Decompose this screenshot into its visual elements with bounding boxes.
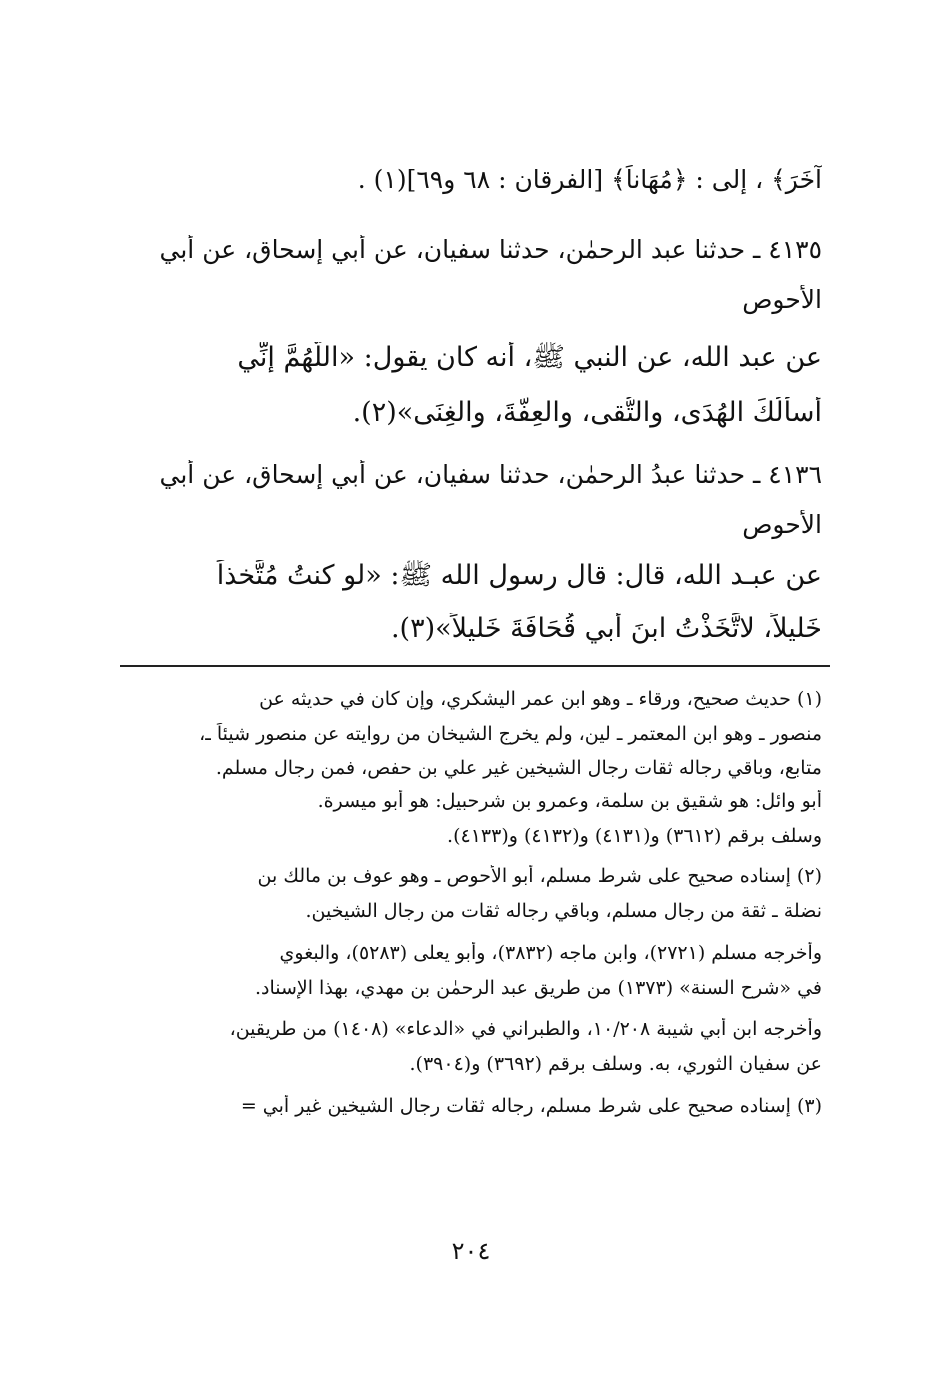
footnote-line: (٣) إسناده صحيح على شرط مسلم، رجاله ثقات رجال الشيخين غير أبي = bbox=[240, 1095, 822, 1117]
footnote-line: نضلة ـ ثقة من رجال مسلم، وباقي رجاله ثقات من رجال الشيخين. bbox=[305, 900, 822, 922]
footnote-line: وأخرجه مسلم (٢٧٢١)، وابن ماجه (٣٨٣٢)، وأبو يعلى (٥٢٨٣)، والبغوي bbox=[279, 942, 822, 964]
hadith-4136-matn-line-1: عن عبـد الله، قال: قال رسول الله ﷺ: «لو كنتُ مُتَّخذاً bbox=[216, 560, 822, 591]
footnote-line: وأخرجه ابن أبي شيبة ١٠/٢٠٨، والطبراني في «الدعاء» (١٤٠٨) من طريقين، bbox=[229, 1018, 822, 1040]
page-number: ٢٠٤ bbox=[451, 1237, 491, 1265]
footnote-line: متابع، وباقي رجاله ثقات رجال الشيخين غير علي بن حفص، فمن رجال مسلم. bbox=[215, 757, 822, 779]
hadith-4136-matn-line-2: خَليلاً، لاتَّخَذْتُ ابنَ أبي قُحَافَةَ خَليلاً»(٣). bbox=[390, 613, 822, 644]
hadith-4136-isnad-line: ٤١٣٦ ـ حدثنا عبدُ الرحمٰن، حدثنا سفيان، عن أبي إسحاق، عن أبي bbox=[159, 460, 822, 489]
footnote-line: وسلف برقم (٣٦١٢) و(٤١٣١) و(٤١٣٢) و(٤١٣٣). bbox=[447, 825, 822, 847]
footnote-line: منصور ـ وهو ابن المعتمر ـ لين، ولم يخرج الشيخان من روايته عن منصور شيئاً ـ، bbox=[199, 723, 822, 745]
footnote-line: أبو وائل: هو شقيق بن سلمة، وعمرو بن شرحبيل: هو أبو ميسرة. bbox=[317, 790, 822, 812]
footnote-line: (١) حديث صحيح، ورقاء ـ وهو ابن عمر اليشكري، وإن كان في حديثه عن bbox=[259, 688, 822, 710]
hadith-4135-isnad-continuation: الأحوص bbox=[742, 285, 822, 314]
hadith-4135-matn-line-2: أسأَلُكَ الهُدَى، والتُّقى، والعِفَّةَ، والغِنَى»(٢). bbox=[352, 397, 822, 428]
verse-citation-line: آخَرَ﴾ ، إلى : ﴿مُهَاناً﴾ [الفرقان : ٦٨ و٦٩](١) . bbox=[357, 165, 822, 194]
hadith-4135-isnad-line: ٤١٣٥ ـ حدثنا عبد الرحمٰن، حدثنا سفيان، عن أبي إسحاق، عن أبي bbox=[159, 235, 822, 264]
hadith-4135-matn-line-1: عن عبد الله، عن النبي ﷺ، أنه كان يقول: «اللَّهُمَّ إنِّي bbox=[237, 342, 822, 373]
footnote-line: (٢) إسناده صحيح على شرط مسلم، أبو الأحوص ـ وهو عوف بن مالك بن bbox=[257, 865, 822, 887]
footnote-line: في «شرح السنة» (١٣٧٣) من طريق عبد الرحمٰن بن مهدي، بهذا الإسناد. bbox=[254, 977, 822, 999]
footnote-line: عن سفيان الثوري، به. وسلف برقم (٣٦٩٢) و(٣٩٠٤). bbox=[409, 1053, 822, 1075]
hadith-4136-isnad-continuation: الأحوص bbox=[742, 510, 822, 539]
footnote-divider bbox=[120, 665, 830, 667]
